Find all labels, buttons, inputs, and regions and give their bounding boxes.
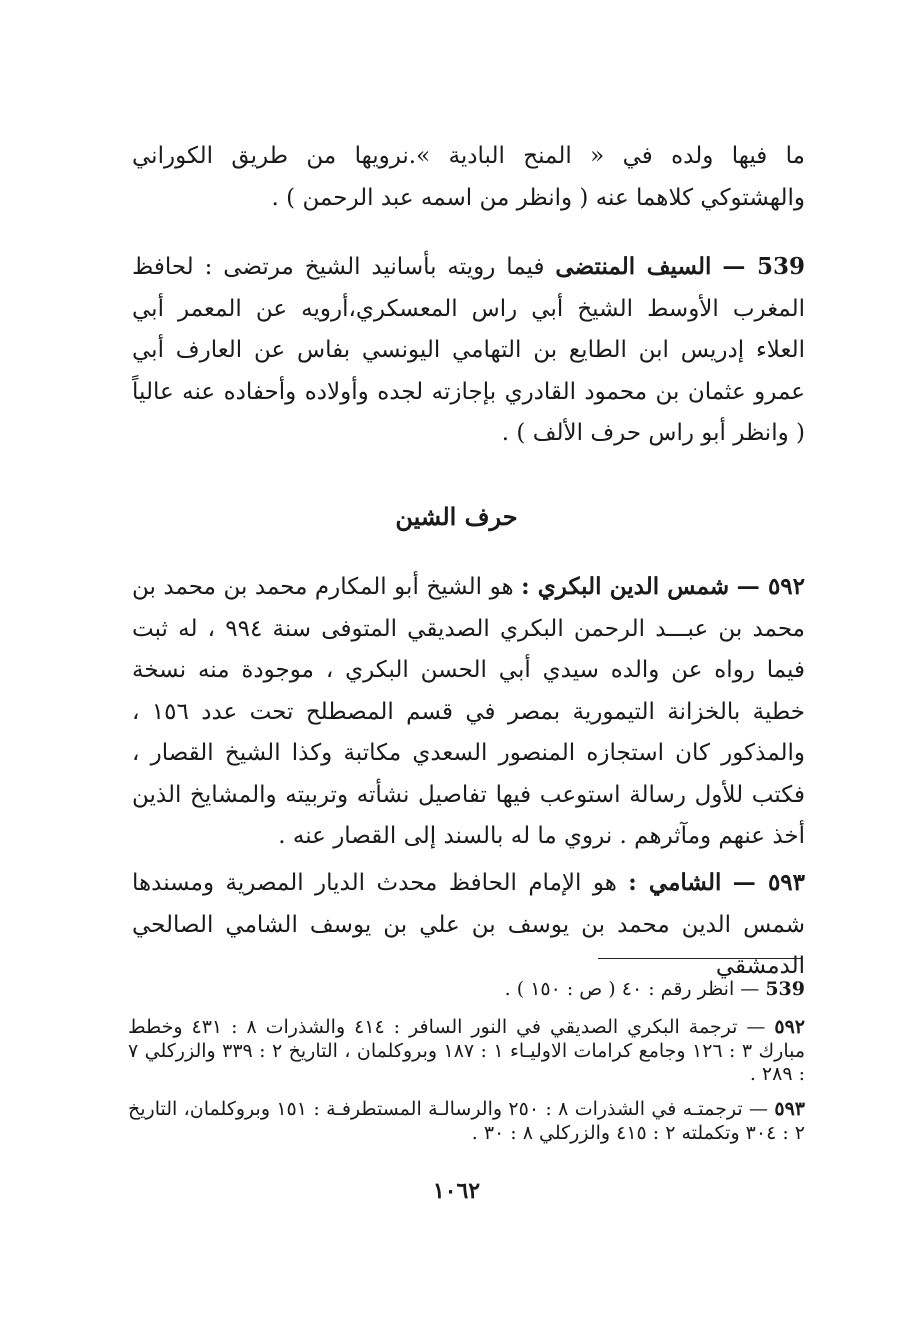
footnote-593 [128,1098,805,1145]
footnote-text: — ترجمتـه في الشذرات ٨ : ٢٥٠ والرسالـة المستطرفـة : ١٥١ وبروكلمان، التاريخ ٢ : ٣٠٤ وتكملته ٢ : ٤١٥ والزركلي ٨ : ٣٠ . [128,1098,805,1144]
page-number: ١٠٦٢ [432,1178,481,1204]
footnote-number: ٥٩٢ [774,1016,805,1038]
paragraph-continuation [132,136,805,219]
entry-number: ٥٩٢ — [736,573,805,600]
footnote-592 [128,1016,805,1087]
footnote-539 [128,978,805,1002]
section-title: حرف الشين [395,502,518,531]
footnote-number: 539 [765,978,805,1000]
entry-number: 539 — [722,253,805,280]
entry-593 [132,862,805,988]
entry-text: هو الإمام الحافظ محدث الديار المصرية ومسندها شمس الدين محمد بن يوسف بن علي بن يوسف الشامي الصالحي الدمشقي [132,870,805,979]
entry-592 [132,566,805,858]
footnote-number: ٥٩٣ [774,1098,805,1120]
footnote-text: — انظر رقم : ٤٠ ( ص : ١٥٠ ) . [504,978,766,1000]
entry-heading: الشامي : [628,869,722,896]
entry-heading: السيف المنتضى [555,253,712,280]
entry-heading: شمس الدين البكري : [521,573,730,600]
entry-number: ٥٩٣ — [732,869,805,896]
paragraph-text: ما فيها ولده في « المنح البادية ».نرويها من طريق الكوراني والهشتوكي كلاهما عنه ( وانظر من اسمه عبد الرحمن ) . [132,143,805,211]
entry-text: هو الشيخ أبو المكارم محمد بن محمد بن محمد بن عبـــد الرحمن البكري الصديقي المتوفى سنة ٩٩٤ ، له ثبت فيما رواه عن والده سيدي أبي الحسن البكري ، موجودة منه نسخة خطية بالخزانة التيمورية بمصر في قسم المصطلح تحت عدد ١٥٦ ، والمذكور كان استجازه المنصور السعدي مكاتبة وكذا الشيخ القصار ، فكتب للأول رسالة استوعب فيها تفاصيل نشأته وتربيته والمشايخ الذين أخذ عنهم ومآثرهم . نروي ما له بالسند إلى القصار عنه . [132,574,806,849]
entry-text: فيما رويته بأسانيد الشيخ مرتضى : لحافظ المغرب الأوسط الشيخ أبي راس المعسكري،أرويه عن المعمر أبي العلاء إدريس ابن الطايع بن التهامي اليونسي بفاس عن العارف أبي عمرو عثمان بن محمود القادري بإجازته لجده وأولاده وأحفاده عنه عالياً ( وانظر أبو راس حرف الألف ) . [132,254,805,446]
footnote-text: — ترجمة البكري الصديقي في النور السافر : ٤١٤ والشذرات ٨ : ٤٣١ وخطط مبارك ٣ : ١٢٦ وجامع كرامات الاوليـاء ١ : ١٨٧ وبروكلمان ، التاريخ ٢ : ٣٣٩ والزركلي ٧ : ٢٨٩ . [128,1016,806,1085]
entry-539 [132,246,805,455]
footnote-divider [598,958,803,959]
